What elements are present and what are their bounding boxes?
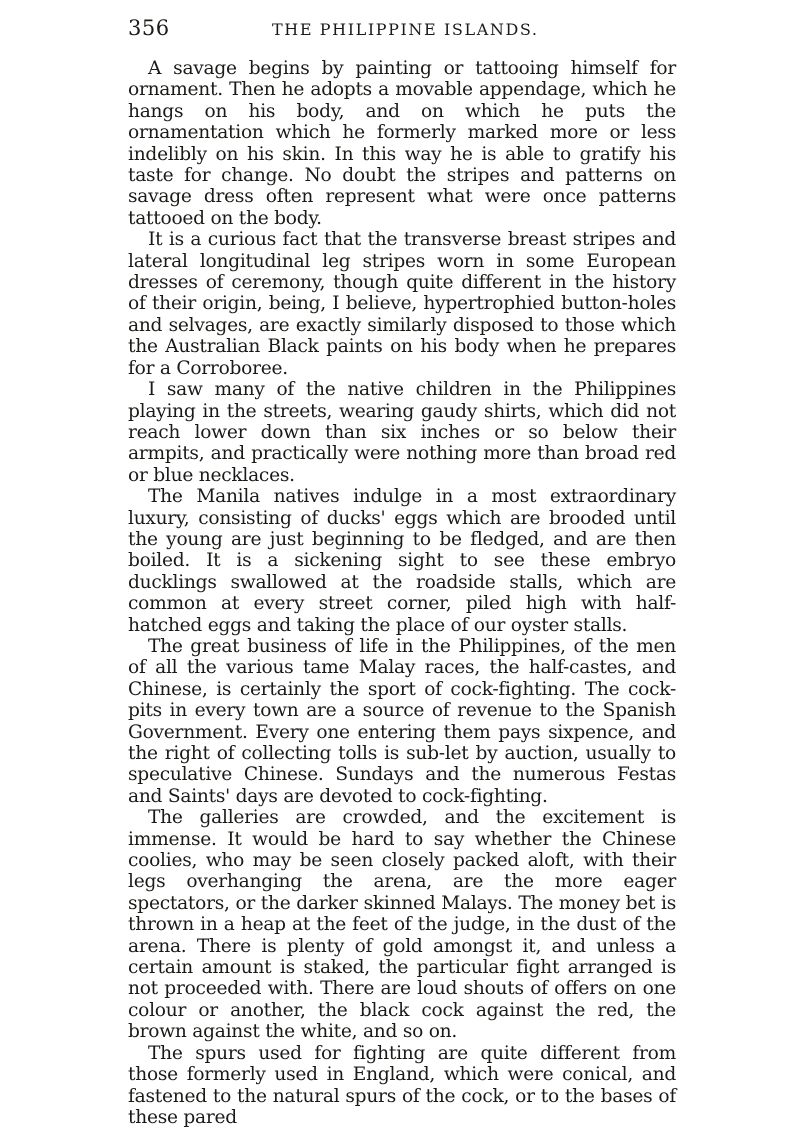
paragraph-ducks-eggs: The Manila natives indulge in a most extraordinary luxury, consisting of ducks' eggs which are brooded until the young are just beginning to be fledged, and are then boiled. It is a sickening sight to see these embryo ducklings swallowed at the roadside stalls, which are common at every street corner, piled high with half-hatched eggs and taking the place of our oyster stalls. (128, 486, 676, 636)
paragraph-ceremonial-stripes: It is a curious fact that the transverse breast stripes and lateral longitudinal leg stripes worn in some European dresses of ceremony, though quite different in the history of their origin, being, I believe, hypertrophied button-holes and selvages, are exactly similarly disposed to those which the Australian Black paints on his body when he prepares for a Corroboree. (128, 229, 676, 379)
paragraph-galleries: The galleries are crowded, and the excitement is immense. It would be hard to say whether the Chinese coolies, who may be seen closely packed aloft, with their legs overhanging the arena, are the more eager spectators, or the darker skinned Malays. The money bet is thrown in a heap at the feet of the judge, in the dust of the arena. There is plenty of gold amongst it, and unless a certain amount is staked, the particular fight arranged is not proceeded with. There are loud shouts of offers on one colour or another, the black cock against the red, the brown against the white, and so on. (128, 807, 676, 1043)
page-number: 356 (128, 16, 170, 40)
running-title: THE PHILIPPINE ISLANDS. (272, 20, 539, 39)
book-page (128, 16, 676, 1128)
paragraph-cock-fighting: The great business of life in the Philippines, of the men of all the various tame Malay races, the half-castes, and Chinese, is certainly the sport of cock-fighting. The cock-pits in every town are a source of revenue to the Spanish Government. Every one entering them pays sixpence, and the right of collecting tolls is sub-let by auction, usually to speculative Chinese. Sundays and the numerous Festas and Saints' days are devoted to cock-fighting. (128, 635, 676, 807)
paragraph-savage-ornament: A savage begins by painting or tattooing himself for ornament. Then he adopts a movable appendage, which he hangs on his body, and on which he puts the ornamentation which he formerly marked more or less indelibly on his skin. In this way he is able to gratify his taste for change. No doubt the stripes and patterns on savage dress often represent what were once patterns tattooed on the body. (128, 58, 676, 229)
running-head (128, 16, 676, 56)
body-text (128, 58, 676, 1128)
paragraph-spurs: The spurs used for fighting are quite different from those formerly used in England, which were conical, and fastened to the natural spurs of the cock, or to the bases of these pared (128, 1042, 676, 1128)
paragraph-native-children: I saw many of the native children in the Philippines playing in the streets, wearing gaudy shirts, which did not reach lower down than six inches or so below their armpits, and practically were nothing more than broad red or blue necklaces. (128, 379, 676, 486)
